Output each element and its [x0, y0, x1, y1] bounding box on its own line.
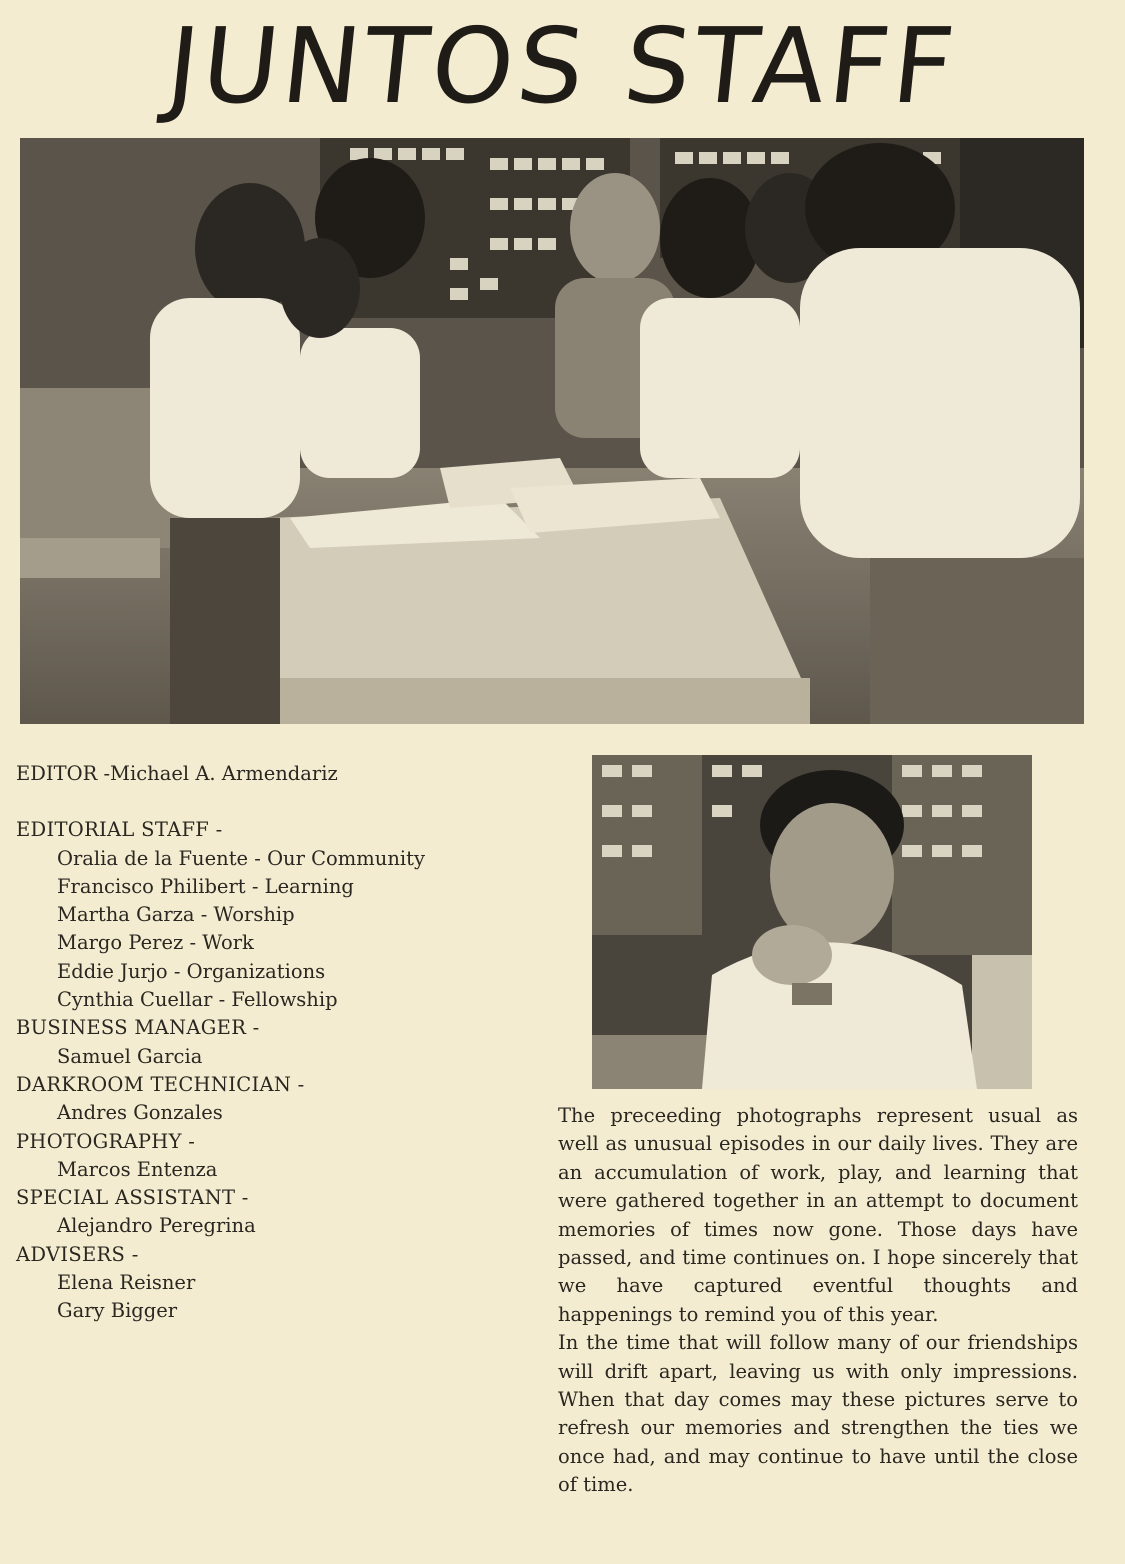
staff-member: Gary Bigger [57, 1299, 178, 1323]
staff-member: Samuel Garcia [57, 1044, 203, 1068]
staff-member: Cynthia Cuellar - Fellowship [57, 988, 338, 1012]
staff-member: Andres Gonzales [57, 1101, 223, 1125]
staff-member: Martha Garza - Worship [57, 903, 295, 927]
staff-member: Alejandro Peregrina [57, 1214, 256, 1238]
staff-member: Francisco Philibert - Learning [57, 874, 354, 898]
staff-member: Margo Perez - Work [57, 931, 254, 955]
role-heading: DARKROOM TECHNICIAN - [16, 1072, 305, 1096]
role-heading: BUSINESS MANAGER - [16, 1016, 260, 1040]
closing-text [558, 1102, 1078, 1500]
editor-name: Michael A. Armendariz [110, 762, 338, 785]
staff-member: Elena Reisner [57, 1271, 196, 1295]
group-photo-image [20, 138, 1084, 724]
editor-line [16, 760, 556, 788]
staff-member: Eddie Jurjo - Organizations [57, 959, 326, 983]
portrait-photo-image [592, 755, 1032, 1089]
role-heading: ADVISERS - [16, 1242, 139, 1266]
staff-group-photo [20, 138, 1084, 724]
spacer [16, 788, 556, 816]
role-heading: EDITORIAL STAFF - [16, 818, 223, 842]
editor-label: EDITOR - [16, 762, 111, 785]
staff-list [16, 760, 556, 1326]
role-heading: SPECIAL ASSISTANT - [16, 1186, 249, 1210]
role-heading: PHOTOGRAPHY - [16, 1129, 196, 1153]
page-title: JUNTOS STAFF [161, 5, 964, 127]
closing-paragraph: The preceeding photographs represent usual as well as unusual episodes in our daily lives. They are an accumulation of work, play, and learning that were gathered together in an attempt to document memories of times now gone. Those days have passed, and time continues on. I hope sincerely that we have captured eventful thoughts and happenings to remind you of this year. [558, 1104, 1078, 1326]
closing-paragraph: In the time that will follow many of our friendships will drift apart, leaving us with only impressions. When that day comes may these pictures serve to refresh our memories and strengthen the ties we once had, and may continue to have until the close of time. [558, 1331, 1078, 1497]
staff-member: Marcos Entenza [57, 1157, 218, 1181]
staff-member: Oralia de la Fuente - Our Community [57, 846, 425, 870]
editor-portrait-photo [592, 755, 1032, 1089]
